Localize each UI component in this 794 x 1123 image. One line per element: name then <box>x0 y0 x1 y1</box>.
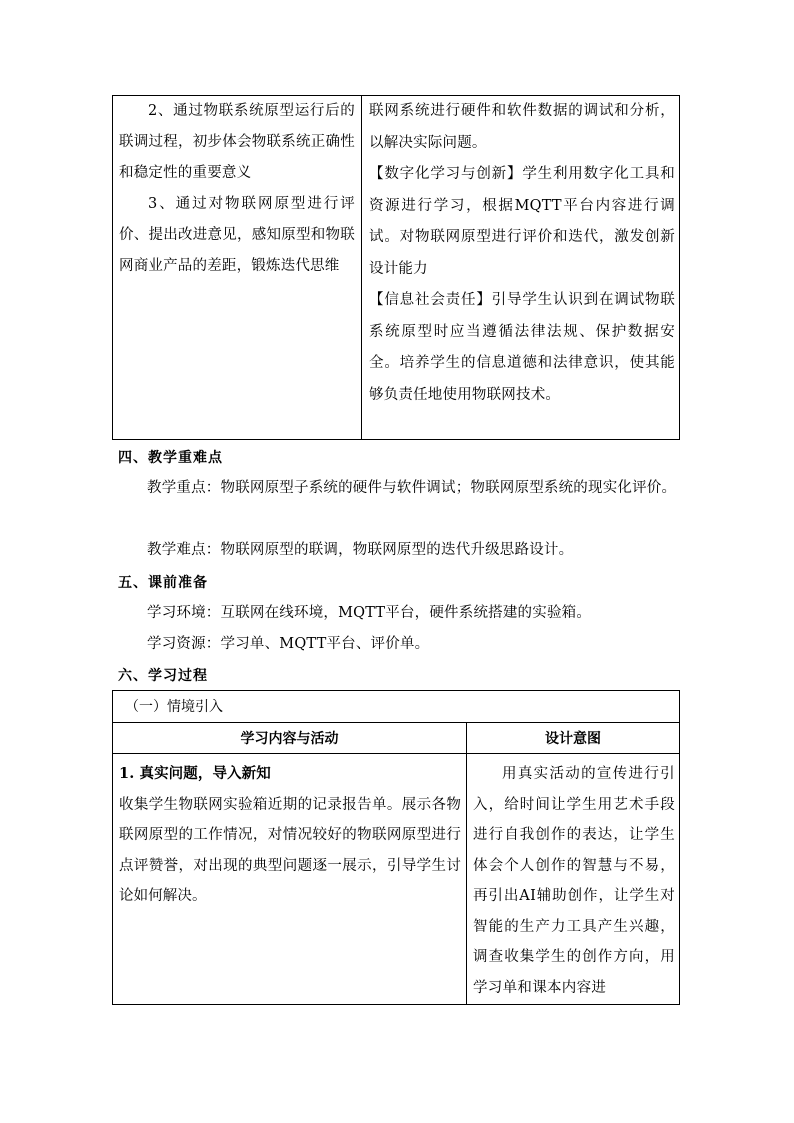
difficulty-paragraph: 教学难点：物联网原型的联调，物联网原型的迭代升级思路设计。 <box>147 542 574 558</box>
objectives-table <box>112 95 680 440</box>
activity-text: 收集学生物联网实验箱近期的记录报告单。展示各物联网原型的工作情况，对情况较好的物联网原型进行点评赞誉，对出现的典型问题逐一展示，引导学生讨论如何解决。 <box>119 796 461 904</box>
table-divider <box>361 96 362 439</box>
goal-item: 2、通过物联系统原型运行后的联调过程，初步体会物联系统正确性和稳定性的重要意义 <box>119 103 355 181</box>
section-heading: 四、教学重难点 <box>118 450 223 466</box>
goal-item: 3、通过对物联网原型进行评价、提出改进意见，感知原型和物联网商业产品的差距，锻炼迭代思维 <box>119 196 355 274</box>
activity-cell <box>119 759 461 912</box>
activity-subheading: 1. 真实问题，导入新知 <box>119 765 271 782</box>
literacy-text: 联网系统进行硬件和软件数据的调试和分析，以解决实际问题。 <box>369 103 675 151</box>
literacy-text: 【信息社会责任】引导学生认识到在调试物联系统原型时应当遵循法律法规、保护数据安全。培养学生的信息道德和法律意识，使其能够负责任地使用物联网技术。 <box>369 292 675 403</box>
section-heading: 六、学习过程 <box>118 668 208 684</box>
process-table <box>112 690 680 1005</box>
resources-paragraph: 学习资源：学习单、MQTT平台、评价单。 <box>147 636 430 652</box>
column-header-content: 学习内容与活动 <box>240 731 339 747</box>
intent-text: 用真实活动的宣传进行引入，给时间让学生用艺术手段进行自我创作的表达，让学生体会个人创作的智慧与不易，再引出AI辅助创作，让学生对智能的生产力工具产生兴趣，调查收集学生的创作方向，用学习单和课本内容进 <box>473 766 675 996</box>
section-heading: 五、课前准备 <box>118 575 208 591</box>
table-section-title: （一）情境引入 <box>125 699 223 715</box>
objectives-left-cell <box>119 96 355 282</box>
environment-paragraph: 学习环境：互联网在线环境，MQTT平台，硬件系统搭建的实验箱。 <box>147 605 592 621</box>
table-divider <box>113 722 679 723</box>
key-point-paragraph: 教学重点：物联网原型子系统的硬件与软件调试；物联网原型系统的现实化评价。 <box>147 480 677 496</box>
literacy-text: 【数字化学习与创新】学生利用数字化工具和资源进行学习，根据MQTT平台内容进行调试。对物联网原型进行评价和迭代，激发创新设计能力 <box>369 166 675 277</box>
table-divider <box>466 722 467 1004</box>
intent-cell <box>473 759 675 1003</box>
objectives-right-cell <box>369 96 675 411</box>
column-header-intent: 设计意图 <box>545 731 601 747</box>
table-divider <box>113 753 679 754</box>
